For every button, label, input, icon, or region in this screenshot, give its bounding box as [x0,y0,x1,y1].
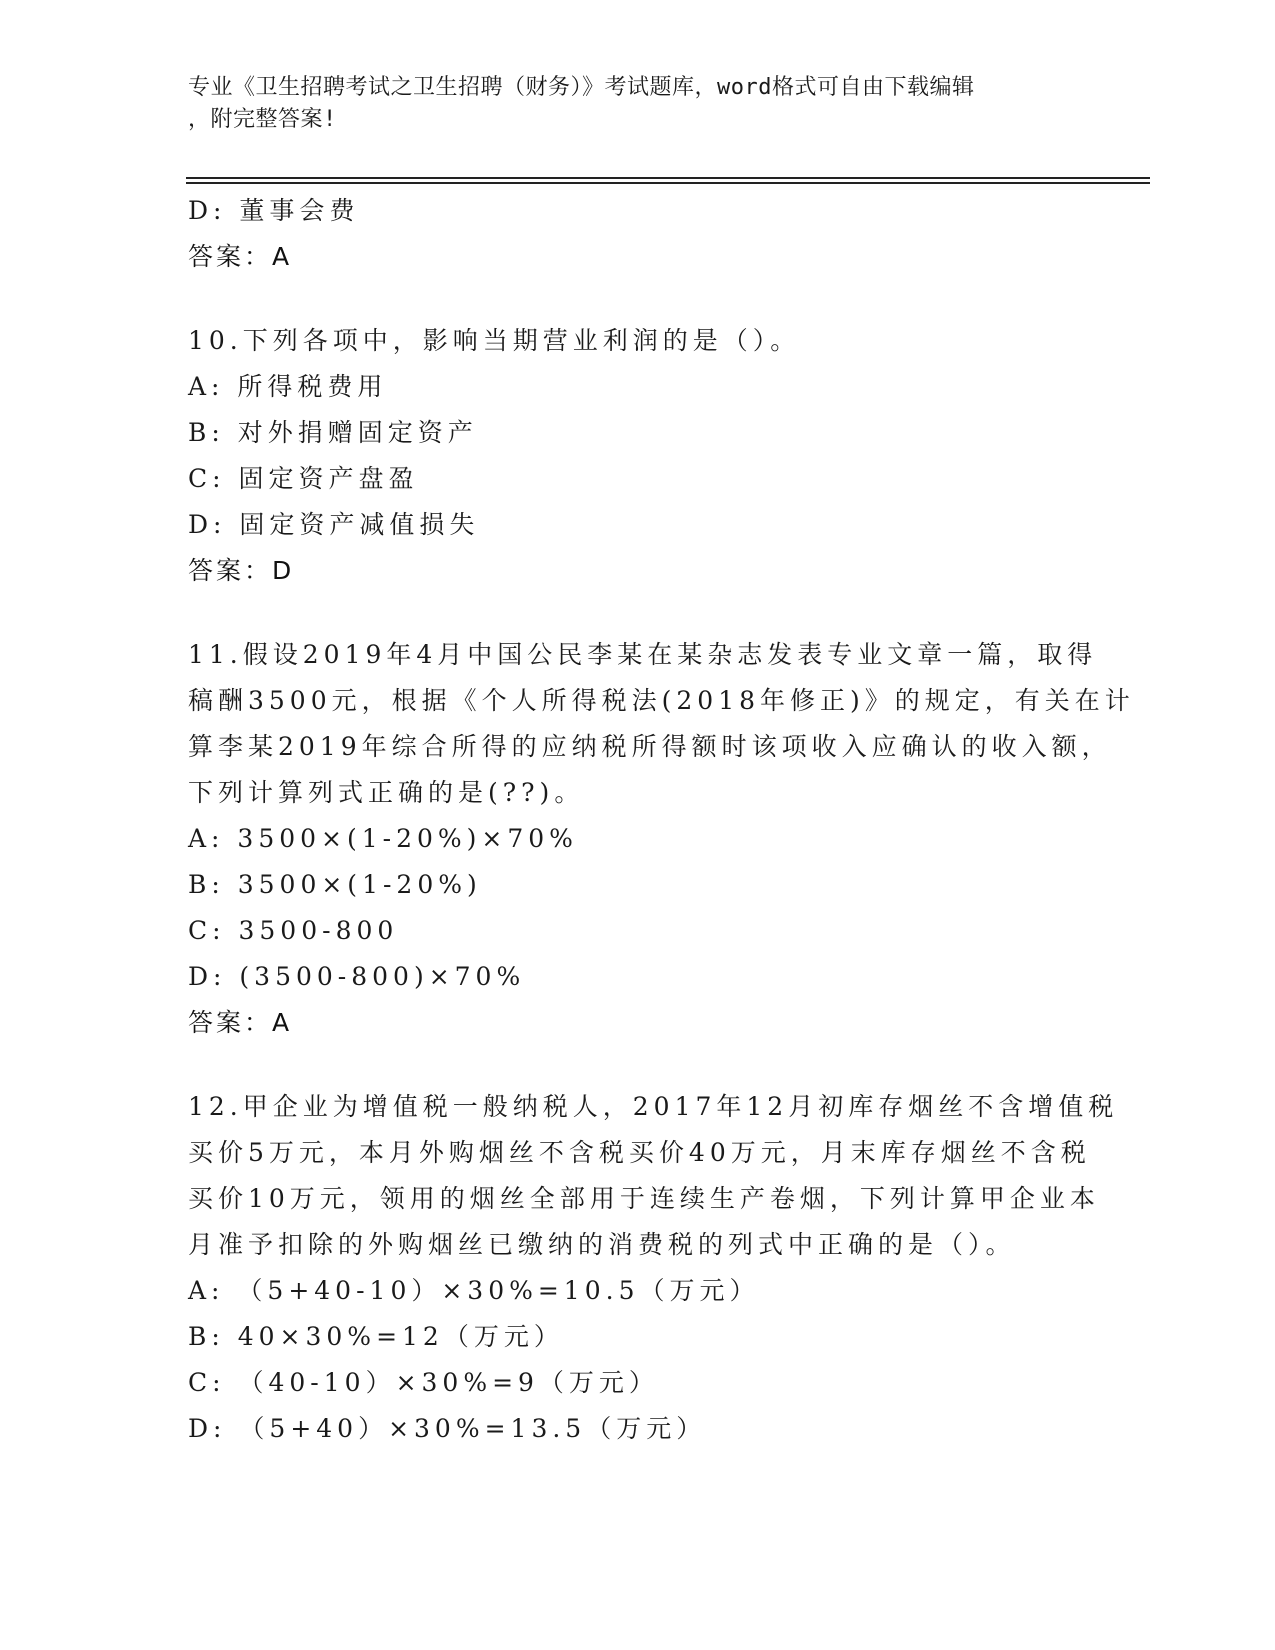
question-line: B: 3500×(1-20%) [188,870,482,899]
question-stem: 10.下列各项中，影响当期营业利润的是（）。 [188,326,801,355]
question-line: A: （5+40-10）×30%=10.5（万元） [188,1276,760,1305]
header-line-1: 专业《卫生招聘考试之卫生招聘（财务）》考试题库，word格式可自由下载编辑 [188,75,975,100]
question-line: 月准予扣除的外购烟丝已缴纳的消费税的列式中正确的是（）。 [188,1230,1016,1259]
answer-line: 答案：D [188,556,295,585]
question-line: 买价5万元，本月外购烟丝不含税买价40万元，月末库存烟丝不含税 [188,1138,1091,1167]
header-divider-bottom [186,182,1150,184]
header-divider-top [186,177,1150,179]
question-line: 买价10万元，领用的烟丝全部用于连续生产卷烟，下列计算甲企业本 [188,1184,1100,1213]
question-line: B: 对外捐赠固定资产 [188,418,478,447]
block-spacer [188,594,1088,632]
question-line: D: 董事会费 [188,196,360,225]
question-line: A: 3500×(1-20%)×70% [188,824,578,853]
question-line: 算李某2019年综合所得的应纳税所得额时该项收入应确认的收入额， [188,732,1112,761]
question-block-q10 [188,318,1088,594]
question-block-q11 [188,632,1135,1046]
question-block-q9-tail [188,188,1088,280]
question-line: D: 固定资产减值损失 [188,510,480,539]
question-line: B: 40×30%=12（万元） [188,1322,564,1351]
question-block-q12 [188,1084,1119,1452]
answer-line: 答案：A [188,242,293,271]
answer-line: 答案：A [188,1008,293,1037]
question-line: 下列计算列式正确的是(??)。 [188,778,585,807]
question-list [188,188,1135,1452]
question-line: C: （40-10）×30%=9（万元） [188,1368,659,1397]
question-line: 稿酬3500元，根据《个人所得税法(2018年修正)》的规定，有关在计 [188,686,1135,715]
question-line: C: 3500-800 [188,916,399,945]
question-stem: 12.甲企业为增值税一般纳税人，2017年12月初库存烟丝不含增值税 [188,1092,1119,1121]
question-stem: 11.假设2019年4月中国公民李某在某杂志发表专业文章一篇，取得 [188,640,1098,669]
header-line-2: ，附完整答案! [188,107,337,132]
question-line: D: (3500-800)×70% [188,962,526,991]
question-line: D: （5+40）×30%=13.5（万元） [188,1414,707,1443]
block-spacer [188,280,1088,318]
block-spacer [188,1046,1088,1084]
question-line: C: 固定资产盘盈 [188,464,419,493]
document-header [188,72,1068,136]
question-line: A: 所得税费用 [188,372,388,401]
